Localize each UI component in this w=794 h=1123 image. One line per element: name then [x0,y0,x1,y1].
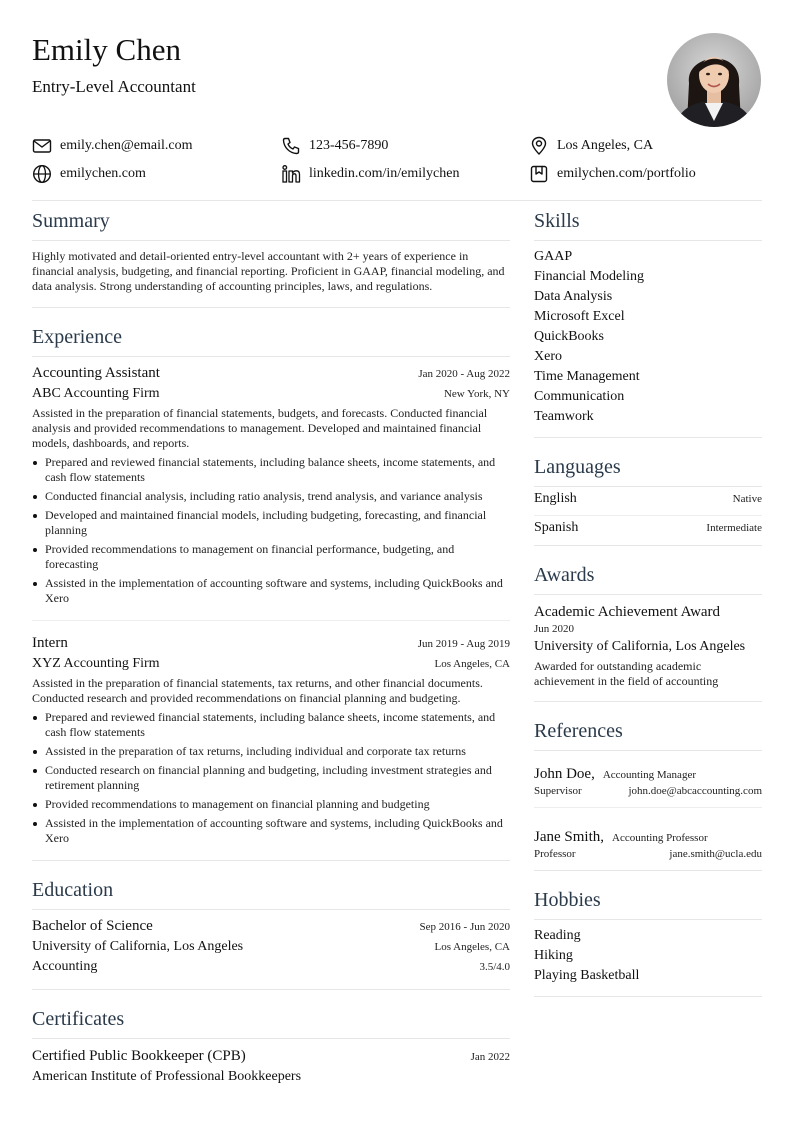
job-highlights [32,710,510,846]
contact-portfolio[interactable] [529,164,696,184]
mail-icon [32,136,52,156]
list-item: Assisted in the preparation of tax returns, including individual and corporate tax returns [32,744,510,759]
reference-name: John Doe, [534,766,595,782]
summary-section [32,208,510,308]
references-section [534,718,762,871]
skill-item: Time Management [534,369,640,384]
reference-name: Jane Smith, [534,829,604,845]
summary-text: Highly motivated and detail-oriented entry-level accountant with 2+ years of experience in financial analysis, budgeting, and financial reporting. Proficient in GAAP, financial modeling, and data analysis. Strong understanding of accounting principles, laws, and regulations. [32,249,505,293]
degree-name: Bachelor of Science [32,918,153,934]
list-item: Prepared and reviewed financial statements, including balance sheets, income statements, and cash flow statements [32,710,510,740]
skill-item: Xero [534,349,562,364]
hobbies-heading: Hobbies [534,887,762,920]
language-name: English [534,491,577,506]
certificate-name: Certified Public Bookkeeper (CPB) [32,1048,246,1064]
experience-entry [32,357,510,621]
reference-email[interactable]: jane.smith@ucla.edu [669,848,762,860]
award-date: Jun 2020 [534,623,575,635]
side-column [534,208,762,997]
contact-phone[interactable] [281,136,388,156]
certificates-section [32,1006,510,1098]
list-item: Assisted in the implementation of accounting software and systems, including QuickBooks and Xero [32,576,510,606]
languages-heading: Languages [534,454,762,487]
references-heading: References [534,718,762,751]
job-dates: Jun 2019 - Aug 2019 [417,638,510,650]
company-name: ABC Accounting Firm [32,386,160,401]
list-item: Provided recommendations to management on financial planning and budgeting [32,797,510,812]
job-description: Assisted in the preparation of financial statements, budgets, and forecasts. Conducted financial analysis and provided recommendations to management. Developed and maintained financial models, dashboards, and reports. [32,406,488,450]
job-dates: Jan 2020 - Aug 2022 [418,368,510,380]
list-item: Prepared and reviewed financial statements, including balance sheets, income statements, and cash flow statements [32,455,510,485]
reference-entry [534,765,762,808]
hobby-item: Reading [534,928,581,943]
reference-relation: Supervisor [534,785,582,797]
school-location: Los Angeles, CA [434,941,510,953]
contact-info [32,136,762,188]
profile-photo [667,33,761,127]
contact-email-text: emily.chen@email.com [60,138,193,153]
field-of-study: Accounting [32,959,98,974]
list-item: Developed and maintained financial models, including budgeting, forecasting, and financial planning [32,508,510,538]
award-name: Academic Achievement Award [534,604,721,620]
education-section [32,877,510,990]
job-location: New York, NY [443,388,510,400]
job-description: Assisted in the preparation of financial statements, tax returns, and other financial documents. Conducted research and provided recommendations on financial planning and budgeting. [32,676,483,705]
list-item: Conducted financial analysis, including ratio analysis, trend analysis, and variance analysis [32,489,510,504]
skills-section [534,208,762,438]
phone-icon [281,136,301,156]
skill-item: GAAP [534,249,573,264]
header-divider [32,200,762,201]
company-name: XYZ Accounting Firm [32,656,160,671]
contact-portfolio-text: emilychen.com/portfolio [557,166,696,181]
award-description: Awarded for outstanding academic achievement in the field of accounting [534,659,719,688]
list-item: Assisted in the implementation of accounting software and systems, including QuickBooks and Xero [32,816,510,846]
summary-heading: Summary [32,208,510,241]
language-name: Spanish [534,520,579,535]
education-dates: Sep 2016 - Jun 2020 [419,921,510,933]
list-item: Conducted research on financial planning and budgeting, including investment strategies and retirement planning [32,763,510,793]
contact-phone-text: 123-456-7890 [309,138,389,153]
reference-entry [534,818,762,860]
certificate-date: Jan 2022 [470,1051,510,1063]
skill-item: QuickBooks [534,329,604,344]
job-title: Intern [32,635,68,651]
contact-linkedin-text: linkedin.com/in/emilychen [309,166,460,181]
skill-item: Communication [534,389,625,404]
certificates-heading: Certificates [32,1006,510,1039]
school-name: University of California, Los Angeles [32,939,244,954]
globe-icon [32,164,52,184]
contact-linkedin[interactable] [281,164,459,184]
contact-email[interactable] [32,136,193,156]
candidate-headline: Entry-Level Accountant [32,77,196,96]
language-row [534,487,762,516]
skills-heading: Skills [534,208,762,241]
job-title: Accounting Assistant [32,365,160,381]
contact-location [529,136,653,156]
skill-item: Teamwork [534,409,594,424]
skill-item: Microsoft Excel [534,309,625,324]
language-row [534,516,762,545]
skill-item: Financial Modeling [534,269,645,284]
resume-header [32,32,762,132]
list-item: Provided recommendations to management on financial performance, budgeting, and forecasting [32,542,510,572]
certificate-issuer: American Institute of Professional Bookkeepers [32,1069,302,1084]
languages-section [534,454,762,546]
language-level: Intermediate [706,522,762,534]
job-highlights [32,455,510,606]
education-heading: Education [32,877,510,910]
portfolio-icon [529,164,549,184]
experience-entry [32,621,510,860]
reference-position: Accounting Manager [602,769,696,781]
location-icon [529,136,549,156]
job-location: Los Angeles, CA [434,658,510,670]
award-issuer: University of California, Los Angeles [534,639,746,654]
reference-position: Accounting Professor [612,832,708,844]
experience-section [32,324,510,861]
awards-section [534,562,762,702]
reference-relation: Professor [534,848,576,860]
hobby-item: Playing Basketball [534,968,640,983]
gpa: 3.5/4.0 [479,961,510,973]
experience-heading: Experience [32,324,510,357]
contact-website-text: emilychen.com [60,166,146,181]
hobbies-section [534,887,762,997]
awards-heading: Awards [534,562,762,595]
skill-item: Data Analysis [534,289,613,304]
language-level: Native [732,493,762,505]
candidate-name: Emily Chen [32,32,181,67]
main-column [32,208,510,1098]
reference-email[interactable]: john.doe@abcaccounting.com [628,785,762,797]
contact-website[interactable] [32,164,146,184]
hobby-item: Hiking [534,948,573,963]
linkedin-icon [281,164,301,184]
contact-location-text: Los Angeles, CA [557,138,654,153]
